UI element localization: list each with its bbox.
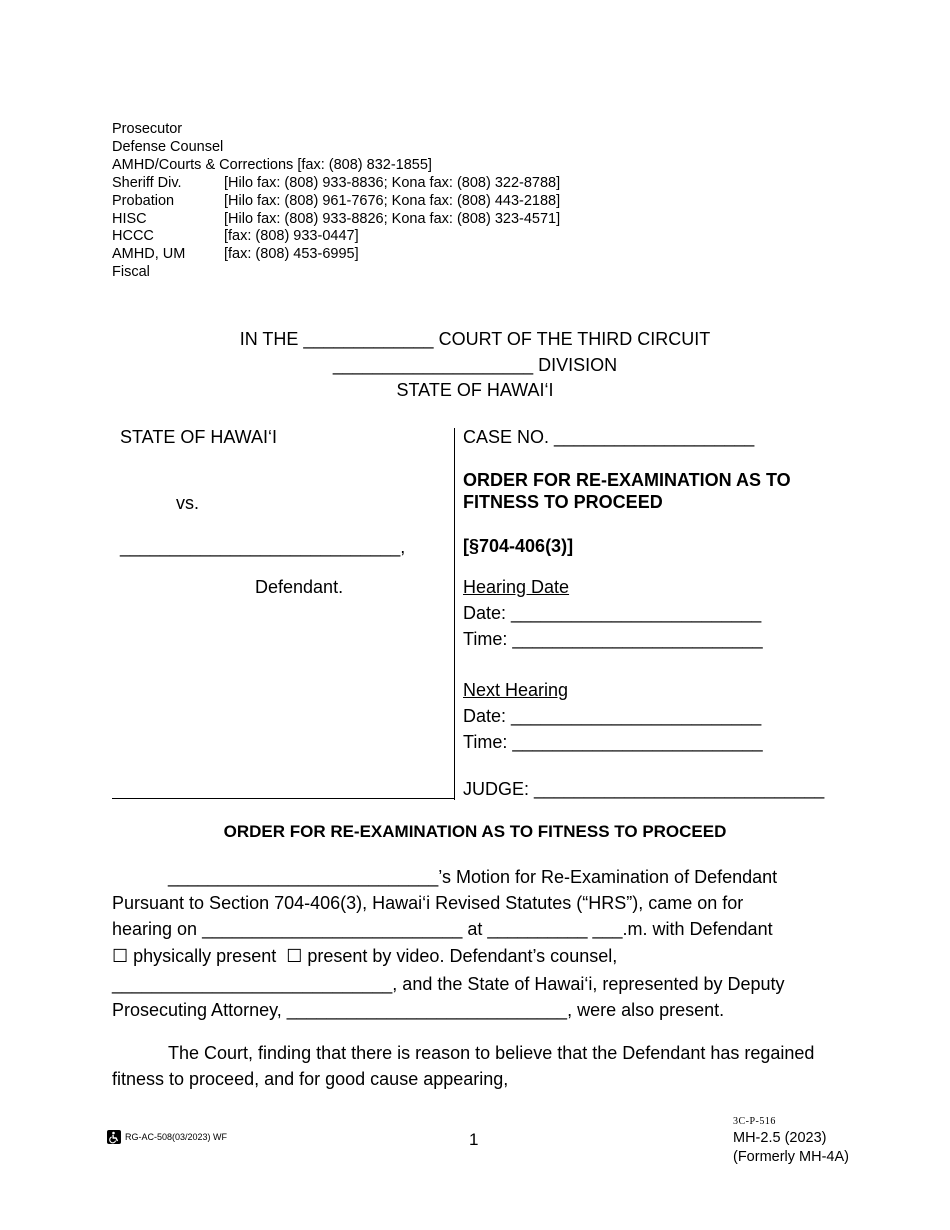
paragraph1-line5: ____________________________, and the State of Hawai‘i, represented by Deputy [112, 974, 785, 994]
distribution-amhd-courts: AMHD/Courts & Corrections [fax: (808) 832-1855] [112, 157, 432, 173]
order-title-line1: ORDER FOR RE-EXAMINATION AS TO [463, 470, 791, 490]
caption-divider-horizontal [112, 798, 455, 799]
paragraph1-line3: hearing on __________________________ at __________ ___.m. with Defendant [112, 919, 773, 939]
distribution-prosecutor: Prosecutor [112, 121, 183, 137]
court-caption-division: ____________________ DIVISION [332, 355, 618, 375]
distribution-fax: [fax: (808) 933-0447] [224, 228, 359, 244]
paragraph2-line1: The Court, finding that there is reason to believe that the Defendant has regained [168, 1043, 815, 1063]
distribution-label: Probation [112, 193, 175, 209]
option-present-by-video: present by video. Defendant’s counsel, [302, 946, 618, 966]
hearing-date-field: Date: _________________________ [463, 603, 762, 623]
distribution-fax: [Hilo fax: (808) 933-8826; Kona fax: (808) 323-4571] [224, 211, 561, 227]
distribution-fax: [fax: (808) 453-6995] [224, 246, 359, 262]
distribution-fax: [Hilo fax: (808) 933-8836; Kona fax: (808) 322-8788] [224, 175, 561, 191]
form-number: MH-2.5 (2023) [733, 1130, 827, 1146]
versus-label: vs. [176, 493, 200, 513]
paragraph1-line4 [112, 943, 617, 970]
next-hearing-time-field: Time: _________________________ [463, 732, 763, 752]
option-physically-present: physically present [128, 946, 287, 966]
paragraph2-line2: fitness to proceed, and for good cause appearing, [112, 1069, 509, 1089]
checkbox-physically-present[interactable]: ☐ [112, 946, 129, 966]
accessibility-icon [107, 1130, 121, 1144]
order-title-line2: FITNESS TO PROCEED [463, 492, 663, 512]
page-number: 1 [469, 1130, 479, 1149]
next-hearing-heading: Next Hearing [463, 680, 569, 700]
form-code: RG-AC-508(03/2023) WF [125, 1132, 228, 1142]
distribution-label: HISC [112, 211, 147, 227]
distribution-label: HCCC [112, 228, 154, 244]
defendant-name-blank: ____________________________, [120, 537, 406, 557]
distribution-label: Sheriff Div. [112, 175, 182, 191]
judge-field: JUDGE: _____________________________ [463, 779, 825, 799]
former-form-number: (Formerly MH-4A) [733, 1149, 849, 1165]
case-number-field: CASE NO. ____________________ [463, 427, 755, 447]
distribution-defense-counsel: Defense Counsel [112, 139, 224, 155]
statute-reference: [§704-406(3)] [463, 536, 574, 556]
checkbox-present-by-video[interactable]: ☐ [286, 946, 303, 966]
doc-code: 3C-P-516 [733, 1116, 776, 1127]
distribution-fax: [Hilo fax: (808) 961-7676; Kona fax: (808) 443-2188] [224, 193, 561, 209]
order-heading: ORDER FOR RE-EXAMINATION AS TO FITNESS TO PROCEED [223, 822, 727, 841]
court-caption-line1: IN THE _____________ COURT OF THE THIRD CIRCUIT [239, 329, 711, 349]
distribution-label: Fiscal [112, 264, 150, 280]
plaintiff-name: STATE OF HAWAI‘I [120, 427, 277, 447]
next-hearing-date-field: Date: _________________________ [463, 706, 762, 726]
court-caption-state: STATE OF HAWAI‘I [396, 380, 554, 400]
paragraph1-line6: Prosecuting Attorney, ____________________________, were also present. [112, 1000, 725, 1020]
caption-divider-vertical [454, 428, 455, 800]
hearing-date-heading: Hearing Date [463, 577, 570, 597]
paragraph1-line1: ___________________________’s Motion for Re-Examination of Defendant [168, 867, 778, 887]
hearing-time-field: Time: _________________________ [463, 629, 763, 649]
distribution-label: AMHD, UM [112, 246, 186, 262]
defendant-label: Defendant. [255, 577, 344, 597]
paragraph1-line2: Pursuant to Section 704-406(3), Hawai‘i Revised Statutes (“HRS”), came on for [112, 893, 744, 913]
